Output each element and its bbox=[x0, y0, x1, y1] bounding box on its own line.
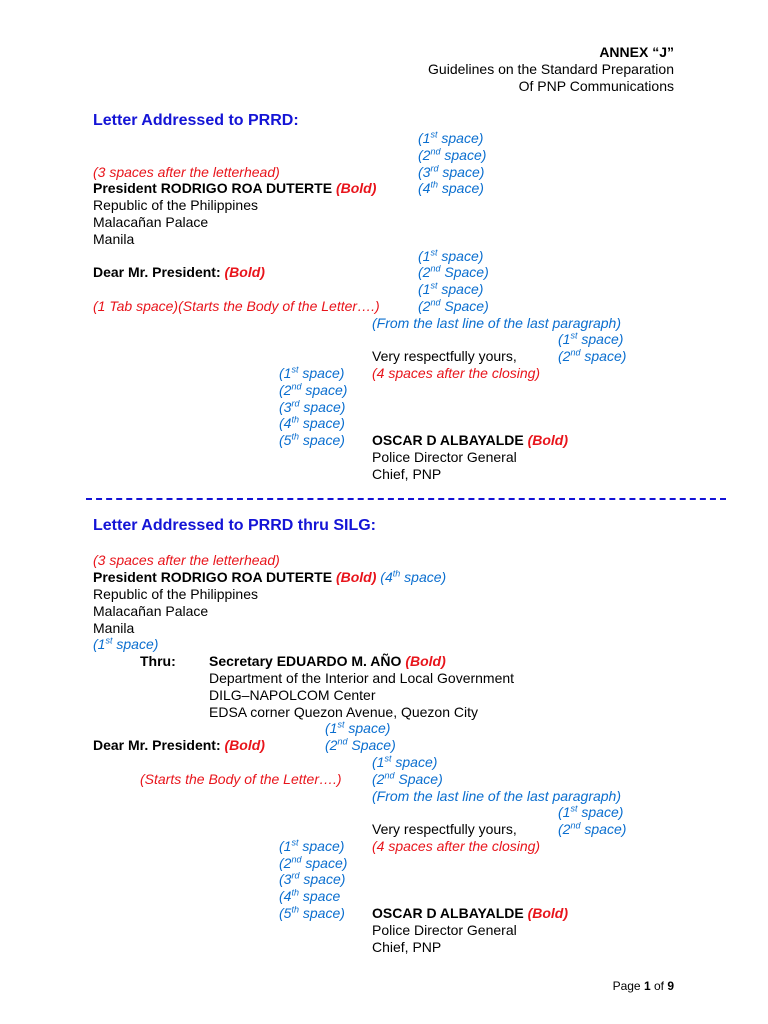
s1-closing-note: (4 spaces after the closing) bbox=[372, 365, 541, 381]
s1-addr2: Malacañan Palace bbox=[93, 214, 209, 230]
s1-sig-space-5: (5th space) bbox=[279, 431, 345, 448]
header-line2: Of PNP Communications bbox=[518, 78, 674, 94]
s1-space-1b: (1st space) bbox=[418, 247, 484, 264]
s2-space-1c: (1st space) bbox=[372, 753, 438, 770]
s2-sig-space-1: (1st space) bbox=[279, 837, 345, 854]
s2-sig-space-2: (2nd space) bbox=[279, 854, 348, 871]
s2-space-1d: (1st space) bbox=[558, 803, 624, 820]
s1-addr1: Republic of the Philippines bbox=[93, 197, 258, 213]
s2-thru-name: Secretary EDUARDO M. AÑO (Bold) bbox=[209, 653, 446, 669]
s2-sig-space-3: (3rd space) bbox=[279, 870, 346, 887]
s2-closing: Very respectfully yours, bbox=[372, 821, 517, 837]
s2-space-2b: (2nd Space) bbox=[325, 736, 396, 753]
s2-body-note: (Starts the Body of the Letter….) bbox=[140, 771, 342, 787]
s2-addressee: President RODRIGO ROA DUTERTE (Bold) (4th space) bbox=[93, 568, 447, 585]
s1-space-2b: (2nd Space) bbox=[418, 263, 489, 280]
s2-sig-space-5: (5th space) bbox=[279, 904, 345, 921]
s1-after-letterhead: (3 spaces after the letterhead) bbox=[93, 164, 280, 180]
s2-thru-addr2: DILG–NAPOLCOM Center bbox=[209, 687, 376, 703]
s1-closing: Very respectfully yours, bbox=[372, 348, 517, 364]
s2-closing-note: (4 spaces after the closing) bbox=[372, 838, 541, 854]
s1-space-2c: (2nd Space) bbox=[418, 297, 489, 314]
s2-signer-office: Chief, PNP bbox=[372, 939, 442, 955]
s2-addr2: Malacañan Palace bbox=[93, 603, 209, 619]
s2-after-letterhead: (3 spaces after the letterhead) bbox=[93, 552, 280, 568]
s1-body-note: (1 Tab space)(Starts the Body of the Letter….) bbox=[93, 298, 380, 314]
section-divider bbox=[86, 498, 726, 500]
s1-sig-space-3: (3rd space) bbox=[279, 398, 346, 415]
section1-heading: Letter Addressed to PRRD: bbox=[93, 112, 299, 129]
s1-space-1c: (1st space) bbox=[418, 280, 484, 297]
s2-last-line-note: (From the last line of the last paragraph) bbox=[372, 788, 622, 804]
s2-salutation: Dear Mr. President: (Bold) bbox=[93, 737, 265, 753]
s1-sig-space-2: (2nd space) bbox=[279, 381, 348, 398]
s1-sig-space-1: (1st space) bbox=[279, 364, 345, 381]
s2-thru-label: Thru: bbox=[140, 653, 176, 669]
s2-thru-addr1: Department of the Interior and Local Government bbox=[209, 670, 515, 686]
s1-space-1: (1st space) bbox=[418, 129, 484, 146]
s2-space-2d: (2nd space) bbox=[558, 820, 627, 837]
s1-addressee: President RODRIGO ROA DUTERTE (Bold) bbox=[93, 180, 377, 196]
s1-signer-office: Chief, PNP bbox=[372, 466, 442, 482]
header-line1: Guidelines on the Standard Preparation bbox=[428, 61, 674, 77]
annex-label: ANNEX “J” bbox=[599, 44, 674, 60]
s2-thru-addr3: EDSA corner Quezon Avenue, Quezon City bbox=[209, 704, 479, 720]
page-number: Page 1 of 9 bbox=[612, 979, 674, 993]
s2-addr3: Manila bbox=[93, 620, 135, 636]
s1-space-1d: (1st space) bbox=[558, 330, 624, 347]
s1-space-4: (4th space) bbox=[418, 179, 484, 196]
s1-addr3: Manila bbox=[93, 231, 135, 247]
s2-space-1b: (1st space) bbox=[325, 719, 391, 736]
s2-space-2c: (2nd Space) bbox=[372, 770, 443, 787]
s1-space-2d: (2nd space) bbox=[558, 347, 627, 364]
s1-sig-space-4: (4th space) bbox=[279, 414, 345, 431]
section2-heading: Letter Addressed to PRRD thru SILG: bbox=[93, 517, 376, 534]
s2-space-1: (1st space) bbox=[93, 635, 159, 652]
s2-signer-title: Police Director General bbox=[372, 922, 517, 938]
s2-addr1: Republic of the Philippines bbox=[93, 586, 258, 602]
s1-signer-title: Police Director General bbox=[372, 449, 517, 465]
s1-space-3: (3rd space) bbox=[418, 163, 485, 180]
s1-signer: OSCAR D ALBAYALDE (Bold) bbox=[372, 432, 569, 448]
s1-salutation: Dear Mr. President: (Bold) bbox=[93, 264, 265, 280]
s1-space-2: (2nd space) bbox=[418, 146, 487, 163]
s1-last-line-note: (From the last line of the last paragraph) bbox=[372, 315, 622, 331]
s2-signer: OSCAR D ALBAYALDE (Bold) bbox=[372, 905, 569, 921]
s2-sig-space-4: (4th space bbox=[279, 887, 341, 904]
